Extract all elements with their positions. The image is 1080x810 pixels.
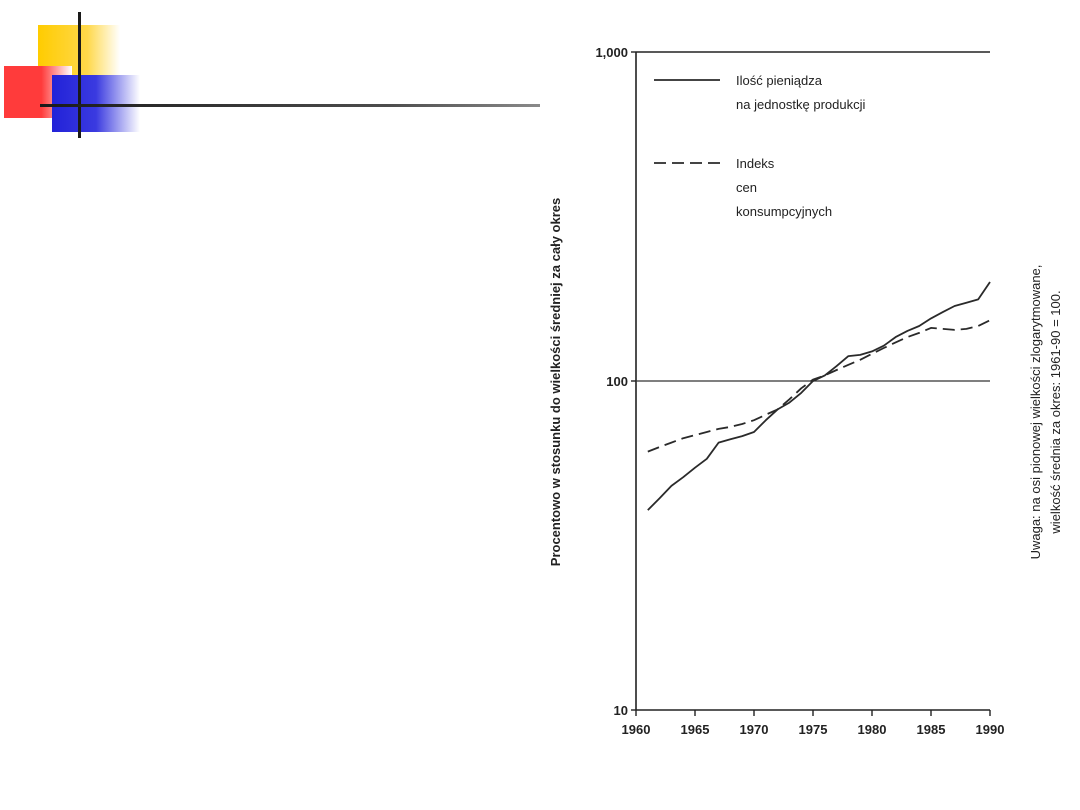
legend-label-line: Indeks [736, 156, 775, 171]
series-line-money-per-output [648, 282, 990, 510]
legend-label-line: cen [736, 180, 757, 195]
y-tick-label: 10 [613, 703, 628, 718]
decorative-horizontal-line [40, 104, 540, 107]
series-layer [648, 282, 990, 510]
legend-label-line: Ilość pieniądza [736, 73, 822, 88]
y-axis-title: Procentowo w stosunku do wielkości średniej za cały okres [548, 197, 563, 567]
legend [654, 73, 865, 219]
x-tick-label: 1965 [680, 722, 710, 737]
x-tick-label: 1980 [857, 722, 887, 737]
x-tick-label: 1960 [621, 722, 651, 737]
decorative-vertical-line [78, 12, 81, 138]
chart-panel [540, 20, 1080, 780]
x-tick-label: 1975 [798, 722, 828, 737]
tick-labels [595, 45, 1004, 737]
y-tick-label: 1,000 [595, 45, 628, 60]
x-tick-label: 1990 [975, 722, 1005, 737]
axis-note-line-1: Uwaga: na osi pionowej wielkości zlogarytmowane, [1028, 264, 1043, 560]
axis-note-line-2: wielkość średnia za okres: 1961-90 = 100. [1048, 290, 1063, 534]
y-tick-label: 100 [606, 374, 628, 389]
x-tick-label: 1970 [739, 722, 769, 737]
line-chart [540, 20, 1080, 780]
legend-label-line: konsumpcyjnych [736, 204, 833, 219]
x-tick-label: 1985 [916, 722, 946, 737]
series-line-consumer-price-index [648, 320, 990, 451]
legend-label-line: na jednostkę produkcji [736, 97, 866, 112]
